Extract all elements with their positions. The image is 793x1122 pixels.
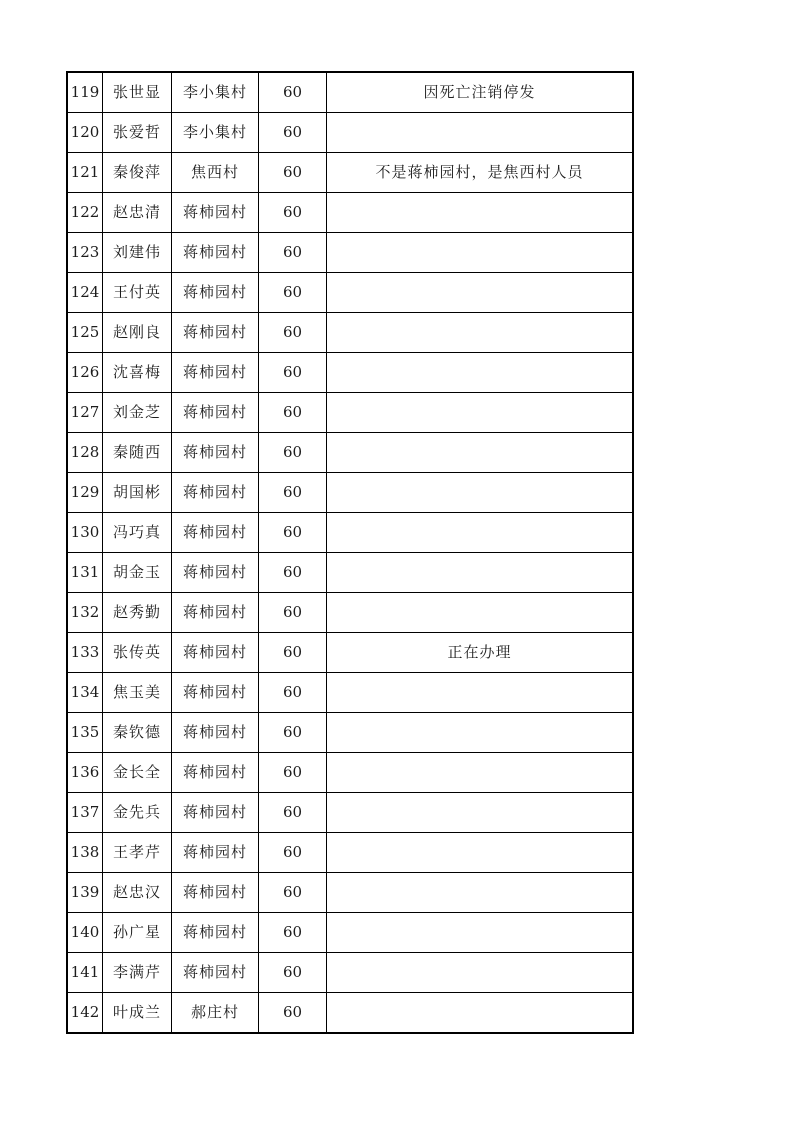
cell-name: 王孝芹	[103, 833, 172, 873]
table-row	[67, 753, 633, 793]
cell-name: 张传英	[103, 633, 172, 673]
table-row	[67, 193, 633, 233]
cell-remark	[327, 993, 634, 1034]
cell-amount: 60	[259, 233, 327, 273]
cell-amount: 60	[259, 753, 327, 793]
table-row	[67, 713, 633, 753]
cell-remark	[327, 953, 634, 993]
cell-no: 132	[67, 593, 103, 633]
cell-village: 蒋柿园村	[172, 873, 259, 913]
cell-name: 赵刚良	[103, 313, 172, 353]
cell-village: 蒋柿园村	[172, 833, 259, 873]
cell-no: 130	[67, 513, 103, 553]
table-row	[67, 553, 633, 593]
cell-name: 张世显	[103, 72, 172, 113]
table-row	[67, 953, 633, 993]
cell-village: 蒋柿园村	[172, 393, 259, 433]
cell-remark	[327, 593, 634, 633]
cell-remark	[327, 673, 634, 713]
cell-remark	[327, 113, 634, 153]
cell-no: 137	[67, 793, 103, 833]
cell-no: 140	[67, 913, 103, 953]
cell-remark	[327, 353, 634, 393]
cell-village: 蒋柿园村	[172, 513, 259, 553]
cell-village: 蒋柿园村	[172, 793, 259, 833]
cell-no: 136	[67, 753, 103, 793]
cell-no: 141	[67, 953, 103, 993]
cell-amount: 60	[259, 713, 327, 753]
cell-village: 蒋柿园村	[172, 633, 259, 673]
cell-remark	[327, 393, 634, 433]
cell-village: 蒋柿园村	[172, 433, 259, 473]
table-row	[67, 113, 633, 153]
cell-no: 119	[67, 72, 103, 113]
table-row	[67, 513, 633, 553]
cell-no: 121	[67, 153, 103, 193]
cell-remark	[327, 433, 634, 473]
cell-no: 125	[67, 313, 103, 353]
cell-name: 秦随西	[103, 433, 172, 473]
cell-village: 李小集村	[172, 113, 259, 153]
cell-no: 127	[67, 393, 103, 433]
cell-remark	[327, 753, 634, 793]
cell-village: 蒋柿园村	[172, 953, 259, 993]
cell-no: 142	[67, 993, 103, 1034]
cell-amount: 60	[259, 953, 327, 993]
cell-village: 蒋柿园村	[172, 193, 259, 233]
cell-remark: 正在办理	[327, 633, 634, 673]
table-row	[67, 873, 633, 913]
table-row	[67, 993, 633, 1034]
table-row	[67, 313, 633, 353]
cell-remark	[327, 233, 634, 273]
cell-no: 120	[67, 113, 103, 153]
cell-village: 郝庄村	[172, 993, 259, 1034]
cell-name: 刘建伟	[103, 233, 172, 273]
cell-amount: 60	[259, 633, 327, 673]
cell-amount: 60	[259, 513, 327, 553]
table-row	[67, 793, 633, 833]
cell-name: 孙广星	[103, 913, 172, 953]
table-row	[67, 393, 633, 433]
table-row	[67, 913, 633, 953]
cell-amount: 60	[259, 273, 327, 313]
cell-no: 126	[67, 353, 103, 393]
cell-name: 刘金芝	[103, 393, 172, 433]
cell-village: 李小集村	[172, 72, 259, 113]
cell-amount: 60	[259, 833, 327, 873]
cell-amount: 60	[259, 72, 327, 113]
cell-name: 金长全	[103, 753, 172, 793]
cell-amount: 60	[259, 673, 327, 713]
cell-amount: 60	[259, 593, 327, 633]
cell-no: 139	[67, 873, 103, 913]
table-row	[67, 72, 633, 113]
cell-amount: 60	[259, 193, 327, 233]
table-body	[67, 72, 633, 1033]
table-row	[67, 273, 633, 313]
cell-remark	[327, 793, 634, 833]
table-row	[67, 353, 633, 393]
table-row	[67, 833, 633, 873]
cell-village: 蒋柿园村	[172, 713, 259, 753]
cell-village: 蒋柿园村	[172, 593, 259, 633]
cell-village: 蒋柿园村	[172, 473, 259, 513]
cell-amount: 60	[259, 793, 327, 833]
cell-amount: 60	[259, 873, 327, 913]
table-row	[67, 473, 633, 513]
cell-name: 李满芹	[103, 953, 172, 993]
cell-name: 胡金玉	[103, 553, 172, 593]
cell-village: 蒋柿园村	[172, 753, 259, 793]
cell-village: 蒋柿园村	[172, 273, 259, 313]
cell-remark: 因死亡注销停发	[327, 72, 634, 113]
cell-no: 135	[67, 713, 103, 753]
table-row	[67, 673, 633, 713]
cell-name: 赵秀勤	[103, 593, 172, 633]
cell-name: 秦俊萍	[103, 153, 172, 193]
roster-table-container	[66, 71, 634, 1034]
cell-no: 131	[67, 553, 103, 593]
cell-amount: 60	[259, 313, 327, 353]
cell-name: 秦钦德	[103, 713, 172, 753]
cell-remark: 不是蒋柿园村，是焦西村人员	[327, 153, 634, 193]
cell-remark	[327, 873, 634, 913]
cell-no: 129	[67, 473, 103, 513]
cell-no: 123	[67, 233, 103, 273]
table-row	[67, 633, 633, 673]
table-row	[67, 153, 633, 193]
cell-village: 蒋柿园村	[172, 353, 259, 393]
cell-name: 赵忠汉	[103, 873, 172, 913]
cell-name: 胡国彬	[103, 473, 172, 513]
cell-remark	[327, 313, 634, 353]
cell-village: 蒋柿园村	[172, 313, 259, 353]
cell-name: 张爱哲	[103, 113, 172, 153]
cell-amount: 60	[259, 353, 327, 393]
cell-remark	[327, 713, 634, 753]
cell-amount: 60	[259, 553, 327, 593]
table-row	[67, 433, 633, 473]
cell-village: 焦西村	[172, 153, 259, 193]
cell-no: 124	[67, 273, 103, 313]
cell-name: 金先兵	[103, 793, 172, 833]
cell-amount: 60	[259, 393, 327, 433]
cell-remark	[327, 833, 634, 873]
cell-no: 128	[67, 433, 103, 473]
cell-name: 叶成兰	[103, 993, 172, 1034]
roster-table	[66, 71, 634, 1034]
cell-remark	[327, 913, 634, 953]
cell-name: 沈喜梅	[103, 353, 172, 393]
cell-name: 焦玉美	[103, 673, 172, 713]
cell-remark	[327, 193, 634, 233]
cell-no: 122	[67, 193, 103, 233]
cell-remark	[327, 273, 634, 313]
cell-amount: 60	[259, 433, 327, 473]
cell-village: 蒋柿园村	[172, 553, 259, 593]
cell-remark	[327, 513, 634, 553]
table-row	[67, 593, 633, 633]
cell-village: 蒋柿园村	[172, 673, 259, 713]
cell-no: 133	[67, 633, 103, 673]
cell-name: 赵忠清	[103, 193, 172, 233]
cell-name: 冯巧真	[103, 513, 172, 553]
cell-no: 138	[67, 833, 103, 873]
cell-village: 蒋柿园村	[172, 913, 259, 953]
cell-amount: 60	[259, 913, 327, 953]
cell-remark	[327, 473, 634, 513]
cell-no: 134	[67, 673, 103, 713]
cell-amount: 60	[259, 993, 327, 1034]
cell-village: 蒋柿园村	[172, 233, 259, 273]
cell-amount: 60	[259, 113, 327, 153]
cell-name: 王付英	[103, 273, 172, 313]
cell-amount: 60	[259, 473, 327, 513]
table-row	[67, 233, 633, 273]
cell-amount: 60	[259, 153, 327, 193]
cell-remark	[327, 553, 634, 593]
